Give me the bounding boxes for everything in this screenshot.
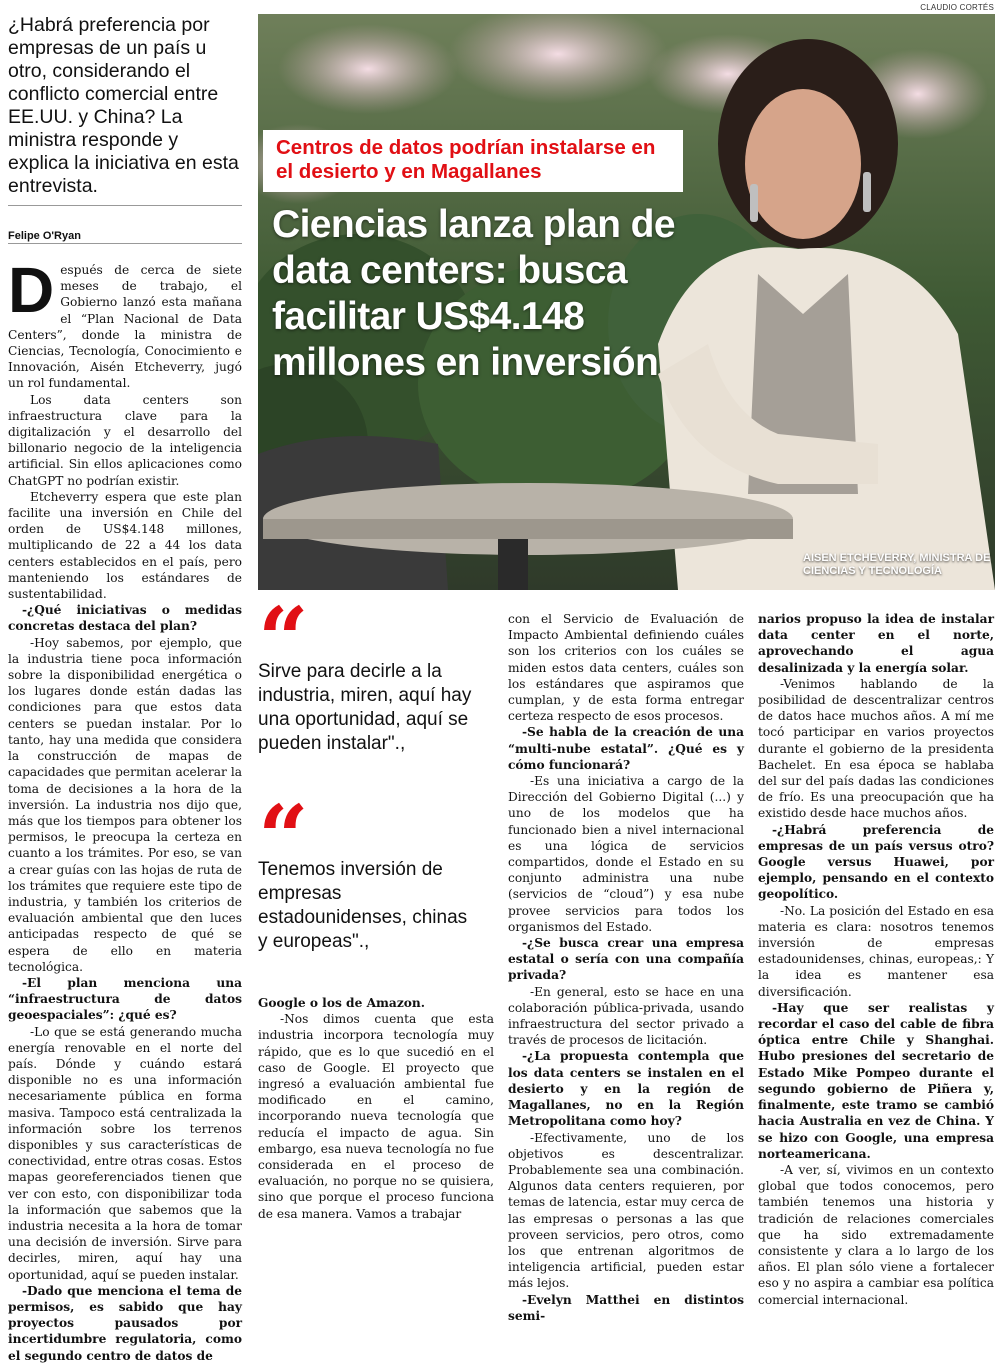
paragraph: -No. La posición del Estado en esa materia es clara: nosotros tenemos inversión de empresas estadounidenses, chinas, europeas,: Y la idea es mantener esa diversificación. [758, 903, 994, 999]
article-column-3 [508, 611, 744, 1324]
interview-question-end: narios propuso la idea de instalar data center en el norte, aprovechando el agua desalinizada y la energía solar. [758, 612, 994, 675]
interview-question: -Evelyn Matthei en distintos semi- [508, 1292, 744, 1323]
quote-mark-icon: “ [258, 802, 309, 854]
lead-divider [8, 205, 242, 206]
interview-question: -¿Se busca crear una empresa estatal o sería con una compañía privada? [508, 936, 744, 983]
paragraph: -Es una iniciativa a cargo de la Dirección del Gobierno Digital (...) y uno de los modelos que ha funcionado bien a nivel internacional es una lógica de servicios compartidos, donde el Estado en su conjunto administra una nube (servicios de “cloud”) y esa nube provee servicios para todos los organismos del Estado. [508, 774, 744, 934]
paragraph: con el Servicio de Evaluación de Impacto Ambiental definiendo cuáles son los criterios con los cuáles se miden estos data centers, cuáles son los estándares que aspiramos que cumplan, y de esta forma entregar certeza respecto de esos procesos. [508, 612, 744, 724]
paragraph: -Efectivamente, uno de los objetivos es descentralizar. Probablemente sea una combinación. Algunos data centers requieren, por temas de latencia, estar muy cerca de las empresas o personas a las que proveen servicios, pero otros, como los que entrenan algoritmos de inteligencia artificial, pueden estar más lejos. [508, 1130, 744, 1291]
paragraph: espués de cerca de siete meses de trabajo, el Gobierno lanzó esta mañana el “Plan Nacional de Data Centers”, donde la ministra de Ciencias, Tecnología, Conocimiento e Innovación, Aisén Etcheverry, jugó un rol fundamental. [8, 263, 242, 391]
interview-question: -Se habla de la creación de una “multi-nube estatal”. ¿Qué es y cómo funcionará? [508, 725, 744, 772]
interview-question-end: Google o los de Amazon. [258, 996, 425, 1010]
kicker: Centros de datos podrían instalarse en el desierto y en Magallanes [276, 136, 656, 183]
article-column-2 [258, 995, 494, 1222]
paragraph: Los data centers son infraestructura clave para la digitalización y el desarrollo del billonario negocio de la inteligencia artificial. Sin ellos aplicaciones como ChatGPT no podrían existir. [8, 392, 242, 488]
paragraph: -A ver, sí, vivimos en un contexto global que todos conocemos, pero también tenemos una historia y tradición de relaciones comerciales que ha sido extremadamente consistente y clara a lo largo de los años. El plan sólo viene a fortalecer eso y no aspira a cambiar esa política comercial internacional. [758, 1162, 994, 1307]
paragraph: -En general, esto se hace en una colaboración pública-privada, usando infraestructura del sector privado a través de procesos de licitación. [508, 984, 744, 1048]
interview-question: -Hay que ser realistas y recordar el caso del cable de fibra óptica entre Chile y Shanghai. Hubo presiones del secretario de Estado Mike Pompeo durante el segundo gobierno de Piñera y, finalmente, este tramo se cambió hacia Australia en vez de China. Y se hizo con Google, una empresa norteamericana. [758, 1000, 994, 1161]
byline-divider [8, 243, 242, 244]
article-column-1 [8, 254, 242, 1364]
pull-quote-1: Sirve para decirle a la industria, miren, aquí hay una oportunidad, aquí se pueden instalar"., [258, 661, 472, 754]
interview-question: -¿Qué iniciativas o medidas concretas destaca del plan? [8, 603, 242, 634]
quote-mark-icon: “ [258, 604, 309, 656]
interview-question: -¿La propuesta contempla que los data centers se instalen en el desierto y en la región de Magallanes, no en la Región Metropolitana como hoy? [508, 1049, 744, 1129]
dropcap: D [8, 254, 55, 326]
paragraph: -Nos dimos cuenta que esta industria incorpora tecnología muy rápido, que es lo que sucedió en el caso de Google. El proyecto que ingresó a evaluación ambiental fue modificado en el camino, incorporando nueva tecnología que reducía el impacto de agua. Sin embargo, esa nueva tecnología no fue considerada en el proceso de evaluación, no porque no se quisiera, sino que porque el proceso funciona de esa manera. Vamos a trabajar [258, 1012, 494, 1221]
pull-quote-2: Tenemos inversión de empresas estadounidenses, chinas y europeas"., [258, 859, 468, 952]
paragraph: -Venimos hablando de la posibilidad de descentralizar centros de datos hace muchos años. A mí me tocó participar en varios proyectos durante el gobierno de la presidenta Bachelet. En esa época se hablaba del sur del país dadas las condiciones de frío. Es una preocupación que ha existido desde hace muchos años. [758, 676, 994, 821]
photo-caption: AISEN ETCHEVERRY, MINISTRA DE CIENCIAS Y TECNOLOGÍA [803, 552, 991, 577]
paragraph: Etcheverry espera que este plan facilite una inversión en Chile del orden de US$4.148 millones, multiplicando de 22 a 44 los data centers establecidos en el país, pero manteniendo los estándares de sustentabilidad. [8, 489, 242, 602]
interview-question: -Dado que menciona el tema de permisos, es sabido que hay proyectos pausados por incertidumbre regulatoria, como el segundo centro de datos de [8, 1283, 242, 1363]
photo-credit: CLAUDIO CORTÉS [920, 3, 994, 12]
article-lead: ¿Habrá preferencia por empresas de un país u otro, considerando el conflicto comercial entre EE.UU. y China? La ministra responde y explica la iniciativa en esta entrevista. [8, 14, 239, 197]
byline: Felipe O'Ryan [8, 230, 81, 242]
article-column-4 [758, 611, 994, 1308]
paragraph: -Hoy sabemos, por ejemplo, que la industria tiene poca información sobre la disponibilidad energética o los lugares donde están dadas las condiciones para que estos data centers se puedan instalar. Por lo tanto, hay una medida que considera la construcción de mapas de capacidades que permitan acelerar la toma de decisiones a la hora de la inversión. La industria nos dijo que, más que los tiempos para obtener los permisos, le preocupa la certeza en cuanto a los trámites. Por eso, se van a crear guías con las hojas de ruta de los trámites que requiere este tipo de industria, y también los criterios de evaluación ambiental que den luces anticipadas respecto de qué se espera de ello en materia tecnológica. [8, 635, 242, 974]
interview-question: -El plan menciona una “infraestructura de datos geoespaciales”: ¿qué es? [8, 975, 242, 1023]
paragraph: -Lo que se está generando mucha energía renovable en el norte del país. Dónde y cuándo estará disponible no es una información necesariamente pública en forma masiva. Tampoco está centralizada la información sobre los terrenos disponibles y sus características de conectividad, entre otras cosas. Estos mapas georeferenciados tienen que ver con esto, con disponibilizar toda la información que sabemos que la industria necesita a la hora de tomar una decisión de inversión. Sirve para decirles, miren, aquí hay una oportunidad, aquí se pueden instalar. [8, 1024, 242, 1282]
headline: Ciencias lanza plan de data centers: busca facilitar US$4.148 millones en inversión [272, 203, 675, 384]
interview-question: -¿Habrá preferencia de empresas de un país versus otro? Google versus Huawei, por ejemplo, pensando en el contexto geopolítico. [758, 822, 994, 902]
